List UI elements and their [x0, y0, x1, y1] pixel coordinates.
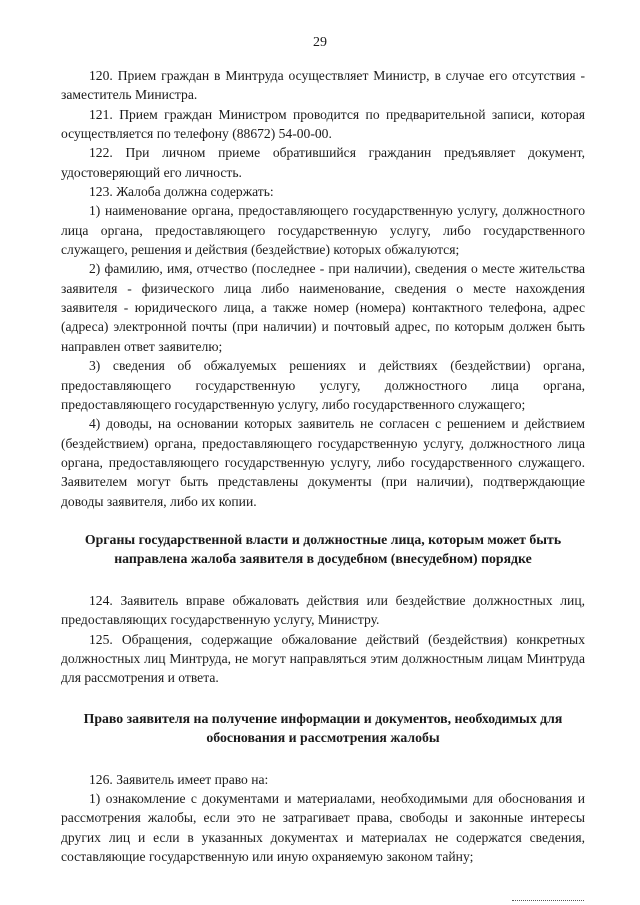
page-number: 29	[313, 35, 327, 50]
paragraph-123-item-2: 2) фамилию, имя, отчество (последнее - при наличии), сведения о месте жительства заявителя - физического лица либо наименование, сведения о месте нахождения заявителя - юридического лица, а также номер (номера) контактного телефона, адрес (адреса) электронной почты (при наличии) и почтовый адрес, по которым должен быть направлен ответ заявителю;	[61, 261, 585, 354]
paragraph-123-item-3: 3) сведения об обжалуемых решениях и действиях (бездействии) органа, предоставляющего государственную услугу, должностного лица органа, предоставляющего государственную услугу, либо государственного служащего;	[61, 358, 585, 412]
paragraph-122: 122. При личном приеме обратившийся гражданин предъявляет документ, удостоверяющий его личность.	[61, 145, 585, 180]
section-heading-authorities: Органы государственной власти и должностные лица, которым может быть направлена жалоба заявителя в досудебном (внесудебном) порядке	[84, 531, 562, 567]
paragraph-120: 120. Прием граждан в Минтруда осуществляет Министр, в случае его отсутствия - заместитель Министра.	[61, 68, 585, 103]
paragraph-123: 123. Жалоба должна содержать:	[89, 184, 274, 200]
paragraph-126-item-1: 1) ознакомление с документами и материалами, необходимыми для обоснования и рассмотрения жалобы, если это не затрагивает права, свободы и законные интересы других лиц и если в указанных документах и материалах не содержатся сведения, составляющие государственную или иную охраняемую законом тайну;	[61, 790, 585, 864]
paragraph-121: 121. Прием граждан Министром проводится по предварительной записи, которая осуществляется по телефону (88672) 54-00-00.	[61, 106, 585, 142]
paragraph-123-item-1: 1) наименование органа, предоставляющего государственную услугу, должностного лица органа, предоставляющего государственную услугу, либо государственного служащего, решения и действия (бездействие) которых обжалуются;	[61, 203, 585, 258]
paragraph-125: 125. Обращения, содержащие обжалование действий (бездействия) конкретных должностных лиц Минтруда, не могут направляться этим должностным лицам Минтруда для рассмотрения и ответа.	[61, 631, 585, 686]
paragraph-126: 126. Заявитель имеет право на:	[89, 771, 269, 787]
scan-artifact-line	[512, 900, 584, 903]
document-body	[61, 66, 585, 866]
section-heading-information-rights: Право заявителя на получение информации и документов, необходимых для обоснования и рассмотрения жалобы	[83, 710, 563, 746]
paragraph-123-item-4: 4) доводы, на основании которых заявитель не согласен с решением и действием (бездействием) органа, предоставляющего государственную услугу, должностного лица органа, предоставляющего государственную услугу, либо государственного служащего. Заявителем могут быть представлены документы (при наличии), подтверждающие доводы заявителя, либо их копии.	[61, 416, 585, 509]
paragraph-124: 124. Заявитель вправе обжаловать действия или бездействие должностных лиц, предоставляющих государственную услугу, Министру.	[61, 592, 585, 628]
